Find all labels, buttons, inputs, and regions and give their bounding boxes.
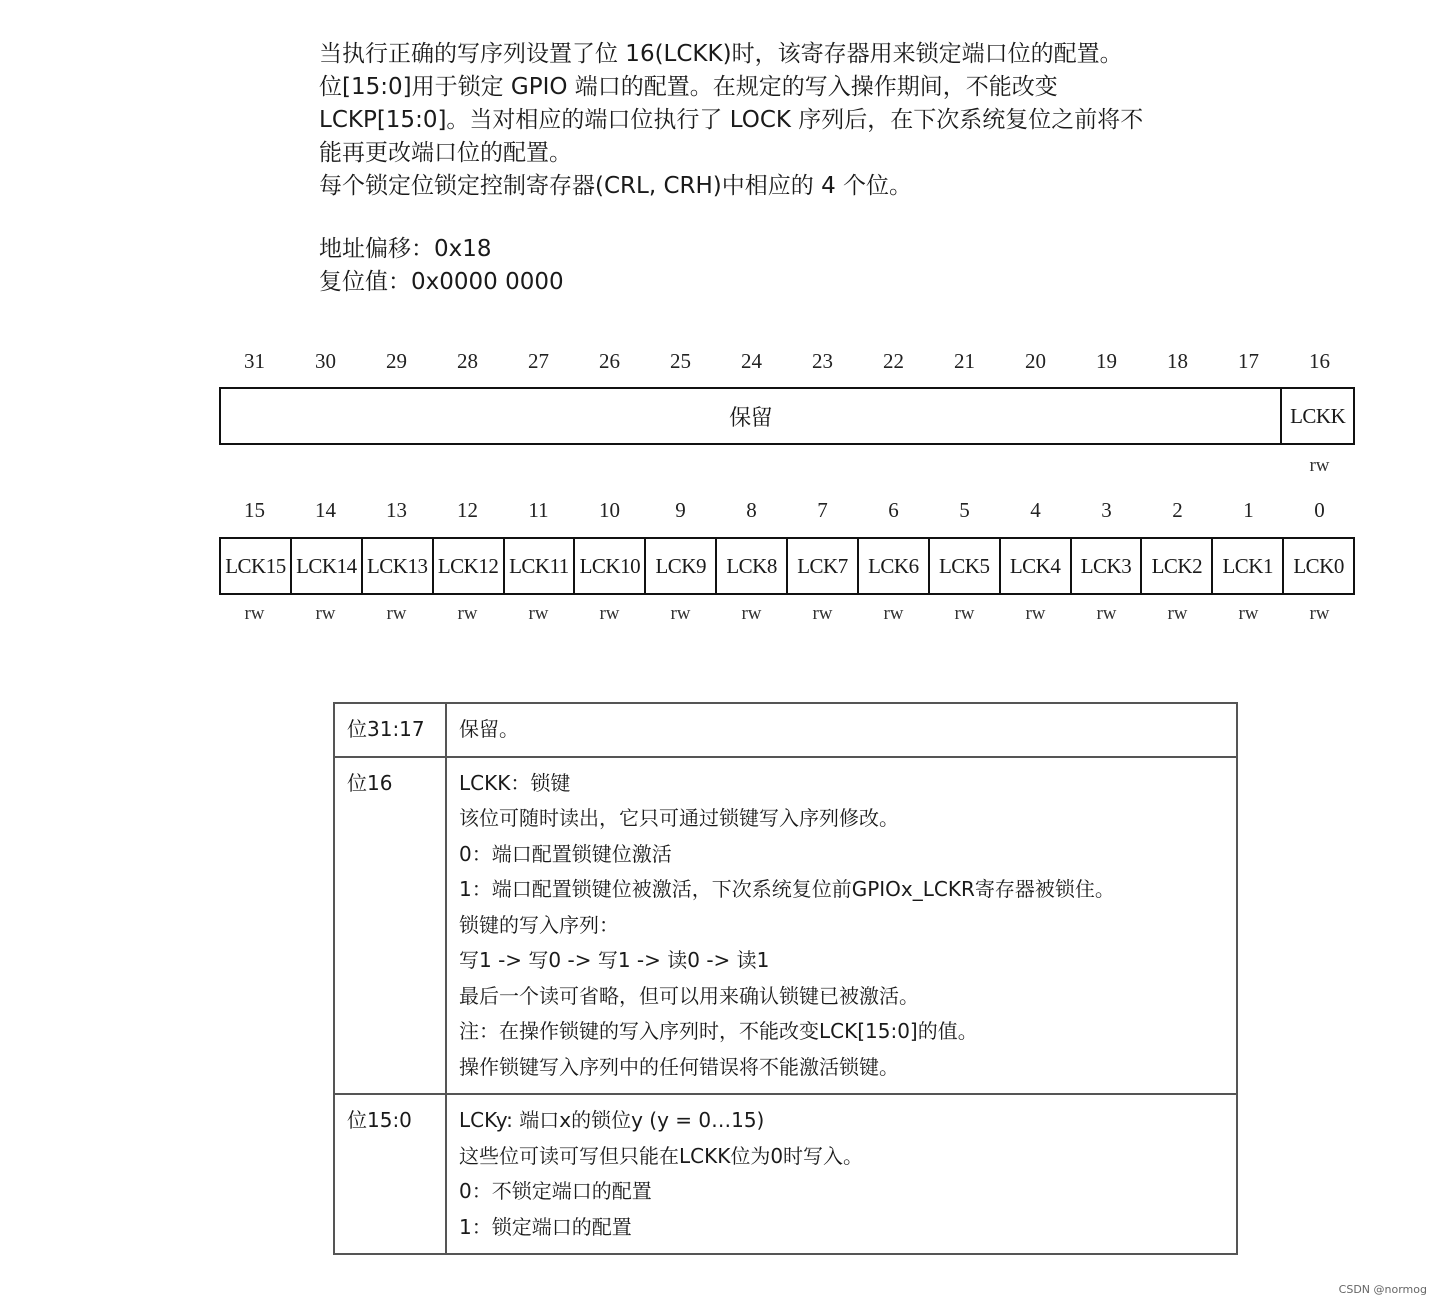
bit-number: 22 <box>883 349 904 373</box>
lck-field: LCK13 <box>363 539 434 593</box>
access-label: rw <box>1238 603 1259 624</box>
access-label: rw <box>1096 603 1117 624</box>
lck-field: LCK14 <box>292 539 363 593</box>
bit-range: 位15:0 <box>347 1108 412 1132</box>
bit-number: 10 <box>599 498 620 522</box>
description-line: 该位可随时读出，它只可通过锁键写入序列修改。 <box>459 806 899 830</box>
bit-number: 31 <box>244 349 265 373</box>
reset-value: 复位值：0x0000 0000 <box>319 269 564 295</box>
description-line: 写1 -> 写0 -> 写1 -> 读0 -> 读1 <box>459 948 770 972</box>
bit-number: 1 <box>1243 498 1254 522</box>
access-label: rw <box>741 603 762 624</box>
description-body <box>334 703 1237 1254</box>
bit-number: 11 <box>528 498 549 522</box>
intro-line: 每个锁定位锁定控制寄存器(CRL, CRH)中相应的 4 个位。 <box>319 173 913 199</box>
bit-number: 23 <box>812 349 833 373</box>
description-line: 0：不锁定端口的配置 <box>459 1179 652 1203</box>
intro-line: 位[15:0]用于锁定 GPIO 端口的配置。在规定的写入操作期间，不能改变 <box>319 74 1058 100</box>
lck-field: LCK5 <box>930 539 1001 593</box>
access-label: rw <box>315 603 336 624</box>
access-label: rw <box>670 603 691 624</box>
lck-field: LCK1 <box>1213 539 1284 593</box>
description-line: 这些位可读可写但只能在LCKK位为0时写入。 <box>459 1143 864 1168</box>
description-line: 锁键的写入序列： <box>459 912 619 937</box>
lck-field: LCK3 <box>1072 539 1143 593</box>
access-label: rw <box>457 603 478 624</box>
bit-number: 19 <box>1096 349 1117 373</box>
access-label: rw <box>528 603 549 624</box>
register-meta <box>319 233 564 299</box>
bit-number: 17 <box>1238 349 1259 373</box>
lckk-field: LCKK <box>1290 403 1346 428</box>
bit-number: 6 <box>888 498 899 522</box>
address-offset: 地址偏移：0x18 <box>319 236 492 262</box>
description-line: 0：端口配置锁键位激活 <box>459 841 672 866</box>
bit-number: 29 <box>386 349 407 373</box>
access-label: rw <box>883 603 904 624</box>
description-row <box>334 757 1237 1095</box>
lower-bit-numbers <box>219 498 1355 523</box>
bit-number: 25 <box>670 349 691 373</box>
description-line: 最后一个读可省略，但可以用来确认锁键已被激活。 <box>459 983 919 1008</box>
bit-number: 20 <box>1025 349 1046 373</box>
intro-line: 能再更改端口位的配置。 <box>319 140 572 166</box>
description-line: 1：端口配置锁键位被激活，下次系统复位前GPIOx_LCKR寄存器被锁住。 <box>459 877 1115 901</box>
spacer <box>219 455 1284 477</box>
bit-description-cell <box>446 757 1237 1095</box>
description-line: LCKy: 端口x的锁位y (y = 0…15) <box>459 1108 765 1132</box>
intro-line: 当执行正确的写序列设置了位 16(LCKK)时，该寄存器用来锁定端口位的配置。 <box>319 41 1123 67</box>
access-label: rw <box>1309 603 1330 624</box>
access-label: rw <box>1167 603 1188 624</box>
upper-register-row <box>219 387 1355 445</box>
description-line: 保留。 <box>459 717 519 741</box>
watermark: CSDN @normog <box>1338 1283 1427 1296</box>
bit-number: 8 <box>746 498 757 522</box>
lower-access-row <box>219 603 1355 625</box>
lck-field: LCK7 <box>788 539 859 593</box>
bit-number: 3 <box>1101 498 1112 522</box>
bit-number: 9 <box>675 498 686 522</box>
bit-number: 21 <box>954 349 975 373</box>
lck-field: LCK15 <box>221 539 292 593</box>
intro-line: LCKP[15:0]。当对相应的端口位执行了 LOCK 序列后，在下次系统复位之前将不 <box>319 107 1144 133</box>
lck-field: LCK4 <box>1001 539 1072 593</box>
access-label: rw <box>386 603 407 624</box>
bit-range-cell <box>334 703 446 757</box>
bit-number: 30 <box>315 349 336 373</box>
bit-range-cell <box>334 1094 446 1254</box>
access-label: rw <box>1025 603 1046 624</box>
lck-field: LCK9 <box>646 539 717 593</box>
bit-range-cell <box>334 757 446 1095</box>
lck-field: LCK10 <box>575 539 646 593</box>
bit-number: 5 <box>959 498 970 522</box>
lck-field: LCK11 <box>505 539 576 593</box>
lck-field: LCK12 <box>434 539 505 593</box>
description-line: 注：在操作锁键的写入序列时，不能改变LCK[15:0]的值。 <box>459 1019 978 1043</box>
bit-number: 14 <box>315 498 336 522</box>
bit-number: 13 <box>386 498 407 522</box>
bit-number: 15 <box>244 498 265 522</box>
bit-number: 28 <box>457 349 478 373</box>
bit-description-cell <box>446 1094 1237 1254</box>
access-label: rw <box>954 603 975 624</box>
bit-number: 12 <box>457 498 478 522</box>
lck-field: LCK6 <box>859 539 930 593</box>
lower-register-row <box>219 537 1355 595</box>
description-line: LCKK：锁键 <box>459 770 571 795</box>
description-row <box>334 703 1237 757</box>
bit-number: 18 <box>1167 349 1188 373</box>
bit-range: 位16 <box>347 770 393 795</box>
access-label: rw <box>244 603 265 624</box>
description-row <box>334 1094 1237 1254</box>
access-label: rw <box>599 603 620 624</box>
description-line: 操作锁键写入序列中的任何错误将不能激活锁键。 <box>459 1054 899 1079</box>
bit-number: 27 <box>528 349 549 373</box>
bit-number: 2 <box>1172 498 1183 522</box>
lckk-access: rw <box>1309 455 1330 476</box>
lck-field: LCK8 <box>717 539 788 593</box>
access-label: rw <box>812 603 833 624</box>
reserved-field: 保留 <box>221 389 1282 443</box>
bit-range: 位31:17 <box>347 717 425 741</box>
bit-number: 4 <box>1030 498 1041 522</box>
bit-number: 26 <box>599 349 620 373</box>
bit-description-table <box>333 702 1238 1255</box>
upper-bit-numbers <box>219 349 1355 374</box>
lck-field: LCK0 <box>1293 553 1344 578</box>
intro-paragraph <box>319 38 1279 203</box>
bit-description-cell <box>446 703 1237 757</box>
lck-field: LCK2 <box>1142 539 1213 593</box>
description-line: 1：锁定端口的配置 <box>459 1214 632 1239</box>
bit-number: 24 <box>741 349 762 373</box>
bit-number: 0 <box>1314 498 1325 522</box>
bit-number: 7 <box>817 498 828 522</box>
bit-number: 16 <box>1309 349 1330 373</box>
upper-access-row <box>219 455 1355 477</box>
